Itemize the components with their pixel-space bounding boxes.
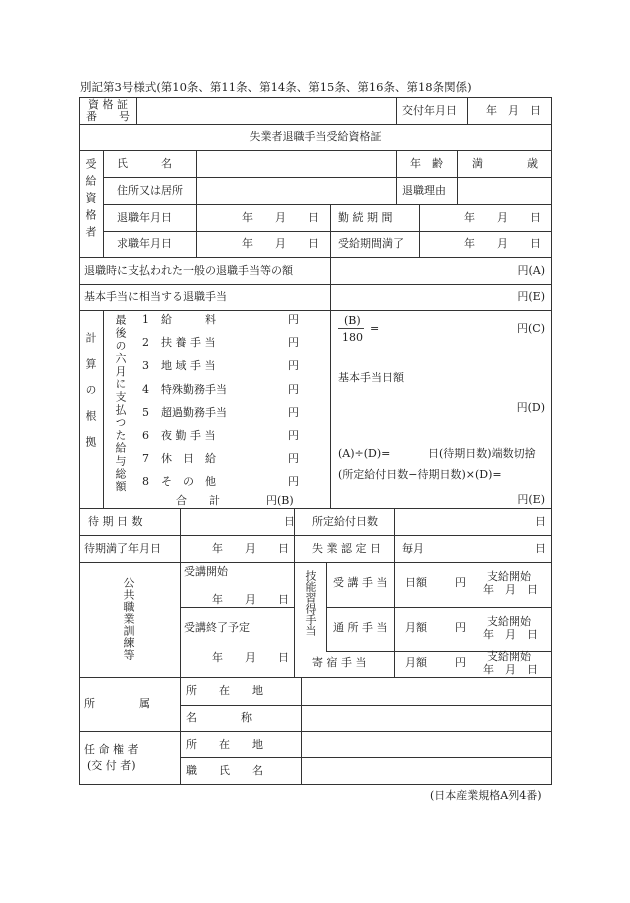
footer-note: (日本産業規格A列4番): [430, 789, 542, 802]
calc-item-unit: 円: [288, 382, 299, 396]
waiting-end-label: 待期満了年月日: [84, 542, 161, 555]
service-period-label: 勤 続 期 間: [338, 211, 393, 224]
calc-item-unit: 円: [288, 313, 299, 326]
pay-start-label: 支給開始: [487, 615, 531, 628]
fraction-denominator: 180: [342, 331, 363, 344]
calc-item-unit: 円: [288, 336, 299, 350]
basic-equiv-unit: 円(E): [517, 290, 545, 303]
total-unit: 円(B): [266, 494, 294, 507]
retire-reason-label: 退職理由: [402, 184, 446, 197]
calc-sub-label: 最後の六月に支払つた給与総額: [114, 314, 127, 494]
calc-item-unit: 円: [288, 452, 299, 466]
formula-1: (A)÷(D)=: [338, 447, 391, 460]
general-allowance-unit: 円(A): [517, 264, 545, 277]
general-allowance-label: 退職時に支払われた一般の退職手当等の額: [84, 264, 293, 277]
cert-no-label-2: 番 号: [86, 110, 130, 123]
pay-start-label: 支給開始: [487, 650, 531, 663]
formula-2: (所定給付日数−待期日数)×(D)=: [338, 468, 502, 481]
calc-item-unit: 円: [288, 405, 299, 419]
pay-start-ymd: 年 月 日: [483, 583, 538, 596]
unit-c: 円(C): [517, 322, 545, 335]
calc-item-no: 8: [142, 475, 149, 489]
calc-item-no: 2: [142, 336, 149, 350]
address-label: 住所又は居所: [117, 184, 183, 197]
calc-item-no: 5: [142, 405, 149, 419]
authority-title-label: 職 氏 名: [186, 764, 263, 777]
benefit-days-label: 所定給付日数: [312, 515, 378, 528]
calc-item-label: 休 日 給: [161, 452, 216, 466]
calc-item-label: 地 域 手 当: [161, 359, 216, 373]
calc-item-no: 6: [142, 429, 149, 442]
calc-item-unit: 円: [288, 429, 299, 442]
calc-item-label: 給 料: [161, 313, 216, 326]
fraction-numerator: (B): [344, 314, 361, 327]
calc-item-no: 1: [142, 313, 149, 326]
recognition-monthly: 毎月: [402, 542, 424, 555]
service-period-value: 年 月 日: [464, 211, 541, 224]
training-allowance-basis: 月額: [405, 656, 427, 669]
unit-e: 円(E): [517, 493, 545, 506]
retire-date-label: 退職年月日: [117, 211, 172, 224]
pay-start-ymd: 年 月 日: [483, 628, 538, 641]
affiliation-location-label: 所 在 地: [186, 684, 263, 697]
recognition-day-unit: 日: [535, 542, 546, 555]
cert-no-label-1: 資 格 証: [88, 98, 128, 111]
training-allowance-label: 寄 宿 手 当: [312, 656, 367, 669]
training-allowance-unit: 円: [455, 656, 466, 669]
daily-amount-label: 基本手当日額: [338, 371, 404, 384]
skill-allowance-label: 技能習得手当: [304, 570, 317, 636]
calc-group-label: 計算の根拠: [84, 332, 97, 462]
calc-item-no: 7: [142, 452, 149, 466]
period-end-value: 年 月 日: [464, 237, 541, 250]
pay-start-ymd: 年 月 日: [483, 663, 538, 676]
fraction-equals: =: [370, 322, 380, 335]
authority-label-2: (交 付 者): [87, 759, 136, 772]
training-allowance-unit: 円: [455, 621, 466, 634]
job-date-value: 年 月 日: [242, 237, 319, 250]
formula-1-b: 日(待期日数)端数切捨: [428, 447, 536, 460]
waiting-label: 待 期 日 数: [88, 515, 143, 528]
calc-item-label: そ の 他: [161, 475, 216, 489]
training-allowance-label: 受 講 手 当: [333, 576, 388, 589]
total-label: 合 計: [176, 494, 220, 507]
training-group-label: 公共職業訓練等: [122, 577, 135, 661]
applicant-group-label: 受給資格者: [84, 158, 97, 243]
calc-item-unit: 円: [288, 359, 299, 373]
training-allowance-basis: 月額: [405, 621, 427, 634]
calc-item-label: 特殊勤務手当: [161, 382, 227, 396]
calc-item-unit: 円: [288, 475, 299, 489]
benefit-days-unit: 日: [535, 515, 546, 528]
training-allowance-unit: 円: [455, 576, 466, 589]
issue-date-value: 年 月 日: [486, 104, 541, 117]
training-allowance-basis: 日額: [405, 576, 427, 589]
recognition-day-label: 失 業 認 定 日: [312, 542, 381, 555]
authority-location-label: 所 在 地: [186, 738, 263, 751]
training-allowance-label: 通 所 手 当: [333, 621, 388, 634]
unit-d: 円(D): [516, 401, 545, 414]
calc-item-label: 夜 勤 手 当: [161, 429, 216, 442]
name-label: 氏 名: [117, 157, 172, 170]
calc-item-label: 超過勤務手当: [161, 405, 227, 419]
affiliation-name-label: 名 称: [186, 711, 252, 724]
pay-start-label: 支給開始: [487, 570, 531, 583]
training-start-label: 受講開始: [184, 565, 228, 578]
period-end-label: 受給期間満了: [338, 237, 404, 250]
affiliation-label: 所 属: [84, 697, 150, 710]
basic-equiv-label: 基本手当に相当する退職手当: [84, 290, 227, 303]
form-title: 失業者退職手当受給資格証: [249, 130, 382, 143]
training-start-value: 年 月 日: [212, 593, 289, 606]
waiting-unit: 日: [284, 515, 295, 528]
training-end-value: 年 月 日: [212, 651, 289, 664]
authority-label-1: 任 命 権 者: [84, 743, 139, 756]
training-end-label: 受講終了予定: [184, 621, 250, 634]
calc-item-label: 扶 養 手 当: [161, 336, 216, 350]
waiting-end-value: 年 月 日: [212, 542, 289, 555]
form-header: 別記第3号様式(第10条、第11条、第14条、第15条、第16条、第18条関係): [80, 80, 472, 94]
age-label: 年 齢: [410, 157, 443, 170]
job-date-label: 求職年月日: [117, 237, 172, 250]
calc-item-no: 3: [142, 359, 149, 373]
calc-item-no: 4: [142, 382, 149, 396]
issue-date-label: 交付年月日: [402, 104, 457, 117]
retire-date-value: 年 月 日: [242, 211, 319, 224]
age-value: 満 歳: [472, 157, 538, 170]
